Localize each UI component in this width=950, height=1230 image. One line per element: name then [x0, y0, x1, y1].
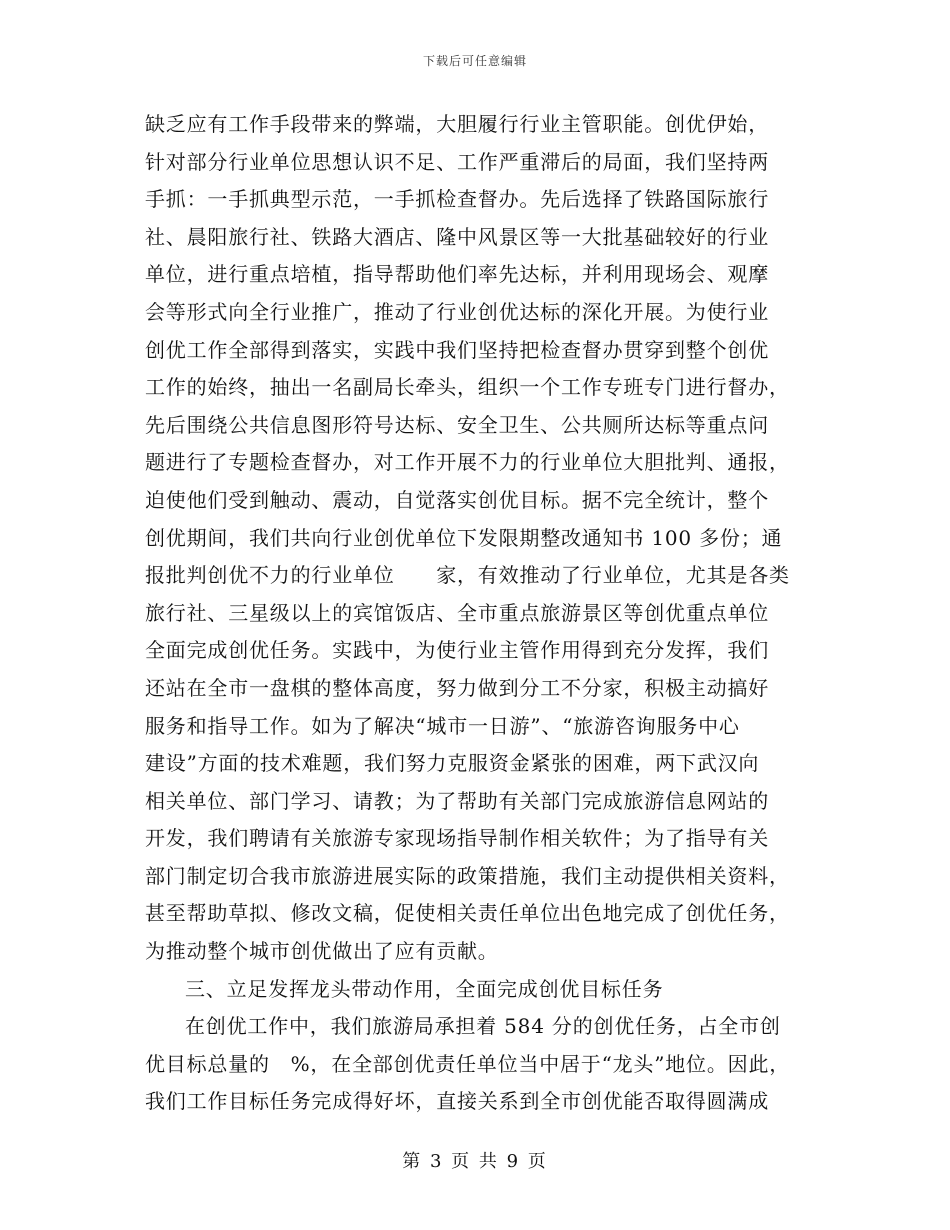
- body-line: 创优工作全部得到落实，实践中我们坚持把检查督办贯穿到整个创优: [145, 337, 769, 362]
- body-line: 部门制定切合我市旅游进展实际的政策措施，我们主动提供相关资料，: [145, 863, 790, 888]
- body-line: 为推动整个城市创优做出了应有贡献。: [145, 939, 499, 964]
- body-line: 社、晨阳旅行社、铁路大酒店、隆中风景区等一大批基础较好的行业: [145, 224, 769, 249]
- body-line: 手抓：一手抓典型示范，一手抓检查督办。先后选择了铁路国际旅行: [145, 187, 769, 212]
- section-heading: 三、立足发挥龙头带动作用，全面完成创优目标任务: [185, 976, 664, 1001]
- body-line: 单位，进行重点培植，指导帮助他们率先达标，并利用现场会、观摩: [145, 262, 769, 287]
- paragraph-start-line: 在创优工作中，我们旅游局承担着 584 分的创优任务，占全市创: [185, 1014, 781, 1039]
- body-line: 缺乏应有工作手段带来的弊端，大胆履行行业主管职能。创优伊始，: [145, 112, 769, 136]
- body-line: 工作的始终，抽出一名副局长牵头，组织一个工作专班专门进行督办，: [145, 375, 790, 400]
- page-number-footer: 第 3 页 共 9 页: [402, 1151, 548, 1172]
- body-line: 还站在全市一盘棋的整体高度，努力做到分工不分家，积极主动搞好: [145, 675, 769, 700]
- body-line: 迫使他们受到触动、震动，自觉落实创优目标。据不完全统计，整个: [145, 487, 769, 512]
- body-line: 建设”方面的技术难题，我们努力克服资金紧张的困难，两下武汉向: [145, 751, 760, 776]
- body-line: 开发，我们聘请有关旅游专家现场指导制作相关软件；为了指导有关: [145, 826, 769, 851]
- page-header: 下载后可任意编辑: [422, 54, 527, 68]
- body-line: 会等形式向全行业推广，推动了行业创优达标的深化开展。为使行业: [145, 299, 769, 324]
- body-line: 先后围绕公共信息图形符号达标、安全卫生、公共厕所达标等重点问: [145, 412, 769, 437]
- body-line: 甚至帮助草拟、修改文稿，促使相关责任单位出色地完成了创优任务，: [145, 901, 790, 926]
- document-body: [145, 106, 809, 1121]
- body-line: 服务和指导工作。如为了解决“城市一日游”、“旅游咨询服务中心: [145, 713, 740, 738]
- body-line: 创优期间，我们共向行业创优单位下发限期整改通知书 100 多份；通: [145, 525, 783, 550]
- body-line: 优目标总量的 %，在全部创优责任单位当中居于“龙头”地位。因此，: [145, 1051, 791, 1076]
- body-line: 相关单位、部门学习、请教；为了帮助有关部门完成旅游信息网站的: [145, 788, 769, 813]
- body-line: 报批判创优不力的行业单位 家，有效推动了行业单位，尤其是各类: [145, 563, 790, 588]
- body-line: 全面完成创优任务。实践中，为使行业主管作用得到充分发挥，我们: [145, 638, 769, 663]
- body-line: 题进行了专题检查督办，对工作开展不力的行业单位大胆批判、通报，: [145, 450, 790, 475]
- body-line: 针对部分行业单位思想认识不足、工作严重滞后的局面，我们坚持两: [145, 149, 769, 174]
- body-line: 旅行社、三星级以上的宾馆饭店、全市重点旅游景区等创优重点单位: [145, 600, 769, 625]
- body-line: 我们工作目标任务完成得好坏，直接关系到全市创优能否取得圆满成: [145, 1089, 769, 1114]
